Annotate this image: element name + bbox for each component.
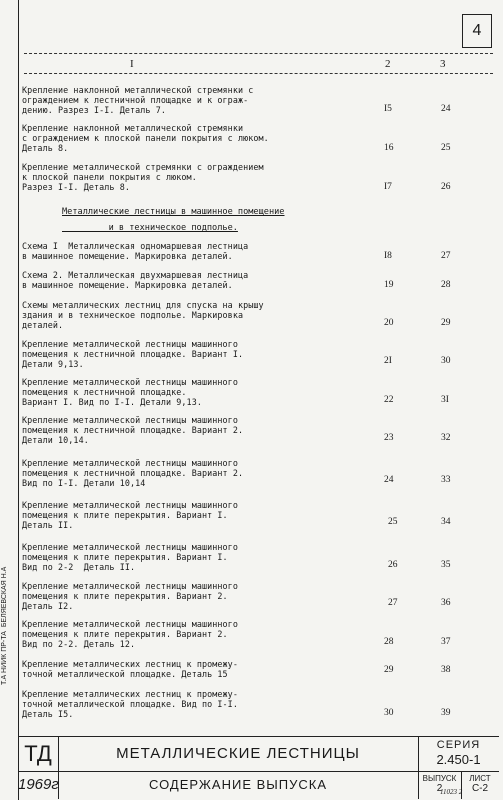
sheet-label: ЛИСТ (469, 774, 491, 783)
entry-col2: 20 (384, 318, 394, 328)
entry-col2: I7 (384, 182, 392, 192)
header-top-rule (24, 53, 493, 54)
entry-col2: 2I (384, 356, 392, 366)
entry-col3: 39 (441, 708, 451, 718)
entry-col3: 38 (441, 665, 451, 675)
entry-col3: 35 (441, 560, 451, 570)
entry-col3: 30 (441, 356, 451, 366)
section-heading: Металлические лестницы в машинное помещение и в техническое подполье. (62, 207, 285, 233)
list-item: Крепление металлических лестниц к промежу- точной металлической площадке. Деталь 15 (22, 659, 238, 679)
list-item: Схема I Металлическая одномаршевая лестница в машинное помещение. Маркировка деталей. (22, 241, 249, 261)
title-block (18, 736, 499, 799)
column-header-3: 3 (440, 58, 446, 70)
entry-col3: 37 (441, 637, 451, 647)
document-title: МЕТАЛЛИЧЕСКИЕ ЛЕСТНИЦЫ (58, 737, 419, 772)
entry-col2: I8 (384, 251, 392, 261)
page-number: 4 (462, 14, 492, 48)
sheet-value: С-2 (471, 783, 489, 794)
entry-col2: 28 (384, 637, 394, 647)
entry-col3: 26 (441, 182, 451, 192)
list-item: Крепление металлической лестницы машинного помещения к лестничной площадке. Вариант I. Вид по I-I. Детали 9,13. (22, 377, 238, 407)
entry-col3: 27 (441, 251, 451, 261)
list-item: Схема 2. Металлическая двухмаршевая лестница в машинное помещение. Маркировка деталей. (22, 270, 249, 290)
column-header-2: 2 (385, 58, 391, 70)
sheet-cell (461, 771, 499, 799)
entry-col2: 30 (384, 708, 394, 718)
list-item: Крепление металлической лестницы машинного помещения к лестничной площадке. Вариант 2. Вид по I-I. Детали 10,14 (22, 458, 244, 488)
list-item: Крепление наклонной металлической стремянки с ограждением к лестничной площадке и к ограж- дению. Разрез I-I. Деталь 7. (22, 85, 254, 115)
list-item: Крепление металлической лестницы машинного помещения к плите перекрытия. Вариант 2. Деталь I2. (22, 581, 238, 611)
list-item: Крепление металлической лестницы машинного помещения к лестничной площадке. Вариант I. Детали 9,13. (22, 339, 244, 369)
entry-col2: 27 (388, 598, 398, 608)
document-type: ТД (18, 737, 59, 772)
entry-col3: 29 (441, 318, 451, 328)
entry-col3: 25 (441, 143, 451, 153)
entry-col3: 32 (441, 433, 451, 443)
entry-col2: 23 (384, 433, 394, 443)
list-item: Крепление наклонной металлической стремянки с ограждением к плоской панели покрытия с люком. Деталь 8. (22, 123, 269, 153)
entry-col2: 24 (384, 475, 394, 485)
series-value: 2.450-1 (436, 752, 481, 767)
entry-col3: 24 (441, 104, 451, 114)
list-item: Крепление металлической стремянки с ограждением к плоской панели покрытия с люком. Разрез I-I. Деталь 8. (22, 162, 264, 192)
entry-col3: 28 (441, 280, 451, 290)
entry-col3: 3I (441, 395, 449, 405)
entry-col2: I5 (384, 104, 392, 114)
document-subtitle: СОДЕРЖАНИЕ ВЫПУСКА (58, 771, 419, 799)
margin-approval-stamp: Т.А НИИК ПР-ТА БЕЛЯЕВСКАЯ Н.А (1, 566, 8, 685)
year: 1969г (18, 771, 59, 799)
series-cell (418, 737, 499, 772)
issue-value: 2 (436, 783, 443, 794)
entry-col2: 26 (388, 560, 398, 570)
entry-col2: 22 (384, 395, 394, 405)
entry-col3: 36 (441, 598, 451, 608)
list-item: Схемы металлических лестниц для спуска на крышу здания и в техническое подполье. Маркировка деталей. (22, 300, 264, 330)
entry-col2: 29 (384, 665, 394, 675)
issue-label: ВЫПУСК (422, 774, 457, 783)
list-item: Крепление металлической лестницы машинного помещения к плите перекрытия. Вариант I. Вид по 2-2 Деталь II. (22, 542, 238, 572)
entry-col2: 25 (388, 517, 398, 527)
series-label: СЕРИЯ (436, 739, 481, 751)
entry-col2: 16 (384, 143, 394, 153)
list-item: Крепление металлической лестницы машинного помещения к плите перекрытия. Вариант I. Деталь II. (22, 500, 238, 530)
list-item: Крепление металлической лестницы машинного помещения к лестничной площадке. Вариант 2. Детали 10,14. (22, 415, 244, 445)
entry-col3: 33 (441, 475, 451, 485)
header-bottom-rule (24, 73, 493, 74)
inventory-note: 11023 2 (440, 788, 463, 796)
entry-col2: 19 (384, 280, 394, 290)
list-item: Крепление металлической лестницы машинного помещения к плите перекрытия. Вариант 2. Вид по 2-2. Деталь 12. (22, 619, 238, 649)
column-header-1: I (130, 58, 134, 70)
entry-col3: 34 (441, 517, 451, 527)
list-item: Крепление металлических лестниц к промежу- точной металлической площадке. Вид по I-I. Деталь I5. (22, 689, 238, 719)
